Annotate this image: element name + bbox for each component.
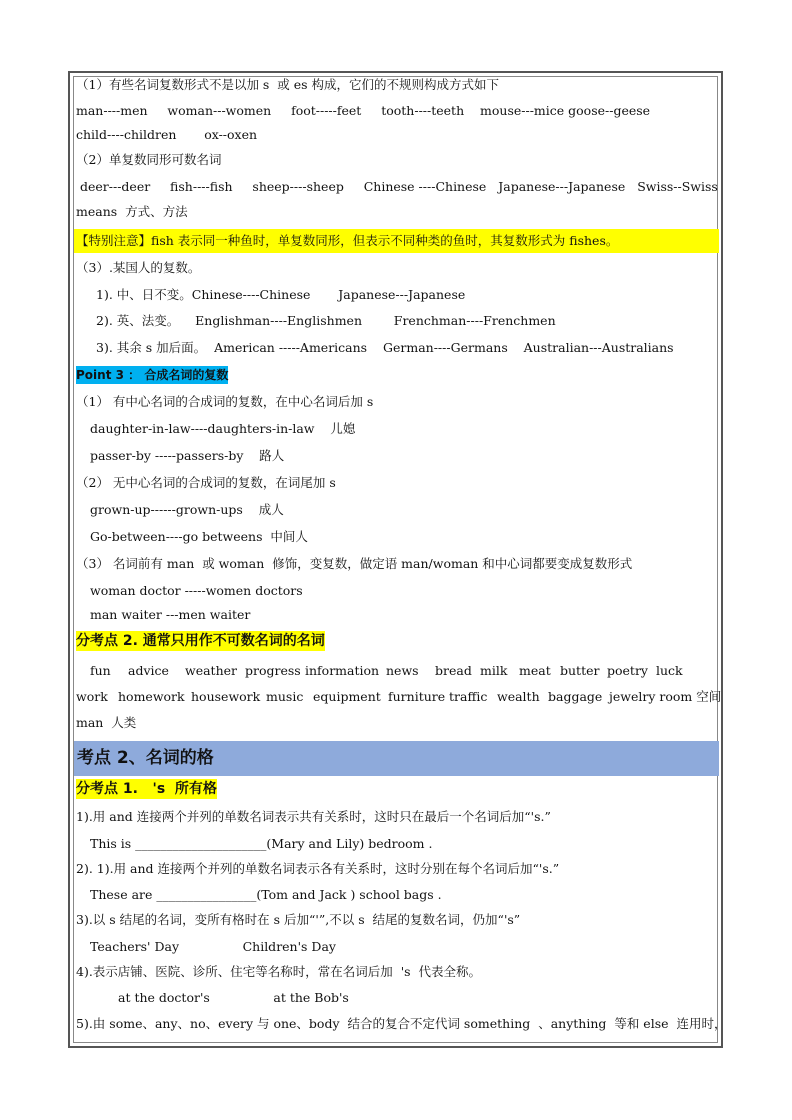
list-item: furniture (388, 689, 446, 704)
nationality-rule-1: 1). 中、日不变。Chinese----Chinese Japanese---Japanese (96, 287, 466, 302)
rule-3-heading: （3）.某国人的复数。 (76, 260, 201, 275)
nationality-rule-3: 3). 其余 s 加后面。 American -----Americans German----Germans Australian---Australians (96, 340, 674, 355)
compound-example-5: woman doctor -----women doctors (90, 583, 303, 598)
possessive-rule-3: 3).以 s 结尾的名词，变所有格时在 s 后加“'”,不以 s 结尾的复数名词，仍加“'s” (76, 912, 521, 927)
list-item: progress (245, 663, 301, 678)
same-form-plurals: deer---deer fish----fish sheep----sheep Chinese ----Chinese Japanese---Japanese Swiss--Swiss (76, 179, 718, 194)
list-item: butter (560, 663, 600, 678)
possessive-exercise-1: This is _____________________(Mary and Lily) bedroom . (90, 836, 433, 851)
possessive-rule-4: 4).表示店铺、医院、诊所、住宅等名称时，常在名词后加 's 代表全称。 (76, 964, 482, 979)
compound-example-6: man waiter ---men waiter (90, 607, 251, 622)
rule-2-heading: （2）单复数同形可数名词 (76, 152, 222, 167)
subpoint-1-heading: 分考点 1. 's 所有格 (76, 781, 217, 797)
rule-1-heading: （1）有些名词复数形式不是以加 s 或 es 构成，它们的不规则构成方式如下 (76, 77, 500, 92)
uncountable-row-2 (0, 688, 792, 706)
irregular-plurals-2: child----children ox--oxen (76, 127, 258, 142)
compound-example-1: daughter-in-law----daughters-in-law 儿媳 (90, 421, 356, 436)
means-line: means 方式、方法 (76, 204, 188, 219)
list-item: jewelry room 空间 (609, 689, 722, 704)
compound-example-4: Go-between----go betweens 中间人 (90, 529, 308, 544)
list-item: poetry (607, 663, 648, 678)
point-3-heading: Point 3 ： 合成名词的复数 (76, 368, 229, 382)
subpoint-2-heading: 分考点 2. 通常只用作不可数名词的名词 (76, 633, 325, 649)
list-item: luck (656, 663, 683, 678)
list-item: weather (185, 663, 237, 678)
possessive-rule-1: 1).用 and 连接两个并列的单数名词表示共有关系时，这时只在最后一个名词后加“'s.” (76, 809, 551, 824)
possessive-rule-2: 2). 1).用 and 连接两个并列的单数名词表示各有关系时，这时分别在每个名词后加“'s.” (76, 861, 560, 876)
nationality-rule-2: 2). 英、法变。 Englishman----Englishmen Frenchman----Frenchmen (96, 313, 556, 328)
compound-example-3: grown-up------grown-ups 成人 (90, 502, 284, 517)
possessive-rule-5: 5).由 some、any、no、every 与 one、body 结合的复合不定代词 something 、anything 等和 else 连用时， (76, 1016, 727, 1031)
possessive-exercise-2: These are ________________(Tom and Jack ) school bags . (90, 887, 442, 902)
list-item: advice (128, 663, 169, 678)
irregular-plurals-1: man----men woman---women foot-----feet tooth----teeth mouse---mice goose--geese (76, 103, 651, 118)
list-item: fun (90, 663, 111, 678)
possessive-example-4: at the doctor's at the Bob's (118, 990, 349, 1005)
list-item: meat (519, 663, 551, 678)
list-item: music (266, 689, 304, 704)
list-item: housework (191, 689, 261, 704)
list-item: homework (118, 689, 185, 704)
list-item: work (76, 689, 108, 704)
compound-rule-1: （1） 有中心名词的合成词的复数，在中心名词后加 s (76, 394, 374, 409)
list-item: wealth (497, 689, 540, 704)
list-item: traffic (449, 689, 488, 704)
compound-example-2: passer-by -----passers-by 路人 (90, 448, 285, 463)
uncountable-row-1 (0, 662, 792, 680)
list-item: equipment (313, 689, 381, 704)
list-item: bread (435, 663, 472, 678)
compound-rule-3: （3） 名词前有 man 或 woman 修饰，变复数，做定语 man/woman 和中心词都要变成复数形式 (76, 556, 633, 571)
special-note: 【特别注意】fish 表示同一种鱼时，单复数同形，但表示不同种类的鱼时，其复数形式为 fishes。 (76, 233, 619, 248)
list-item: news (386, 663, 419, 678)
list-item: information (305, 663, 380, 678)
section-title: 考点 2、名词的格 (77, 748, 214, 768)
compound-rule-2: （2） 无中心名词的合成词的复数，在词尾加 s (76, 475, 336, 490)
uncountable-row-3: man 人类 (76, 715, 137, 730)
list-item: milk (480, 663, 508, 678)
possessive-example-3: Teachers' Day Children's Day (90, 939, 336, 954)
list-item: baggage (548, 689, 603, 704)
